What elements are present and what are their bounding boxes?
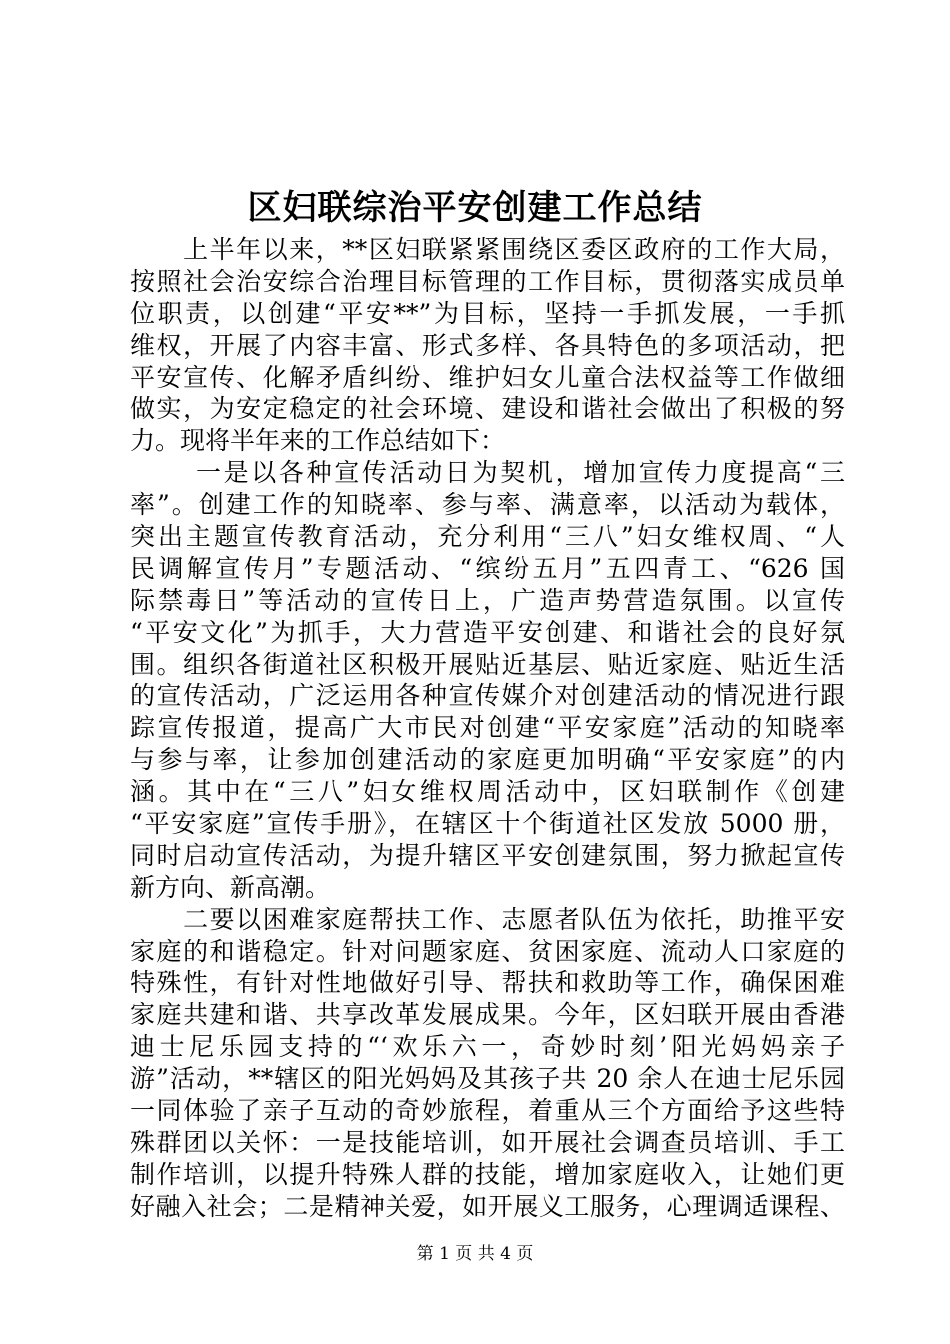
text-line: 涵。其中在“三八”妇女维权周活动中，区妇联制作《创建 xyxy=(130,777,845,807)
text-line: 同时启动宣传活动，为提升辖区平安创建氛围，努力掀起宣传 xyxy=(130,840,845,870)
text-line: 民调解宣传月”专题活动、“缤纷五月”五四青工、“626 国 xyxy=(130,553,845,583)
text-line: 二要以困难家庭帮扶工作、志愿者队伍为依托，助推平安 xyxy=(130,904,845,934)
text-line: 家庭共建和谐、共享改革发展成果。今年，区妇联开展由香港 xyxy=(130,1000,845,1030)
text-line: “平安文化”为抓手，大力营造平安创建、和谐社会的良好氛 xyxy=(130,617,845,647)
page-footer: 第 1 页 共 4 页 xyxy=(416,1244,534,1264)
text-line: 上半年以来，**区妇联紧紧围绕区委区政府的工作大局， xyxy=(130,235,845,264)
text-line: 殊群团以关怀：一是技能培训，如开展社会调查员培训、手工 xyxy=(130,1127,845,1157)
text-line: 位职责，以创建“平安**”为目标，坚持一手抓发展，一手抓 xyxy=(130,298,845,328)
text-line: 力。现将半年来的工作总结如下： xyxy=(130,426,506,456)
text-line: 做实，为安定稳定的社会环境、建设和谐社会做出了积极的努 xyxy=(130,394,845,424)
text-line: 突出主题宣传教育活动，充分利用“三八”妇女维权周、“人 xyxy=(130,522,845,552)
text-line: 好融入社会；二是精神关爱，如开展义工服务，心理调适课程、 xyxy=(130,1191,845,1221)
text-line: “平安家庭”宣传手册》，在辖区十个街道社区发放 5000 册， xyxy=(130,809,845,839)
text-line: 特殊性，有针对性地做好引导、帮扶和救助等工作，确保困难 xyxy=(130,968,845,998)
text-line: 游”活动，**辖区的阳光妈妈及其孩子共 20 余人在迪士尼乐园 xyxy=(130,1064,845,1094)
text-line: 围。组织各街道社区积极开展贴近基层、贴近家庭、贴近生活 xyxy=(130,649,845,679)
text-line: 一同体验了亲子互动的奇妙旅程，着重从三个方面给予这些特 xyxy=(130,1096,845,1126)
text-line: 按照社会治安综合治理目标管理的工作目标，贯彻落实成员单 xyxy=(130,266,845,296)
text-line: 率”。创建工作的知晓率、参与率、满意率，以活动为载体， xyxy=(130,490,845,520)
text-line: 迪士尼乐园支持的“‘欢乐六一，奇妙时刻’阳光妈妈亲子 xyxy=(130,1032,845,1062)
text-line: 的宣传活动，广泛运用各种宣传媒介对创建活动的情况进行跟 xyxy=(130,681,845,711)
text-line: 维权，开展了内容丰富、形式多样、各具特色的多项活动，把 xyxy=(130,330,845,360)
text-line: 与参与率，让参加创建活动的家庭更加明确“平安家庭”的内 xyxy=(130,745,845,775)
text-line: 际禁毒日”等活动的宣传日上，广造声势营造氛围。以宣传 xyxy=(130,585,845,615)
text-line: 家庭的和谐稳定。针对问题家庭、贫困家庭、流动人口家庭的 xyxy=(130,936,845,966)
document-title: 区妇联综治平安创建工作总结 xyxy=(247,188,703,228)
text-line: 一是以各种宣传活动日为契机，增加宣传力度提高“三 xyxy=(130,458,845,488)
document-body xyxy=(130,234,845,1223)
text-line: 新方向、新高潮。 xyxy=(130,872,331,902)
text-line: 平安宣传、化解矛盾纠纷、维护妇女儿童合法权益等工作做细 xyxy=(130,362,845,392)
text-line: 踪宣传报道，提高广大市民对创建“平安家庭”活动的知晓率 xyxy=(130,713,845,743)
text-line: 制作培训，以提升特殊人群的技能，增加家庭收入，让她们更 xyxy=(130,1159,845,1189)
